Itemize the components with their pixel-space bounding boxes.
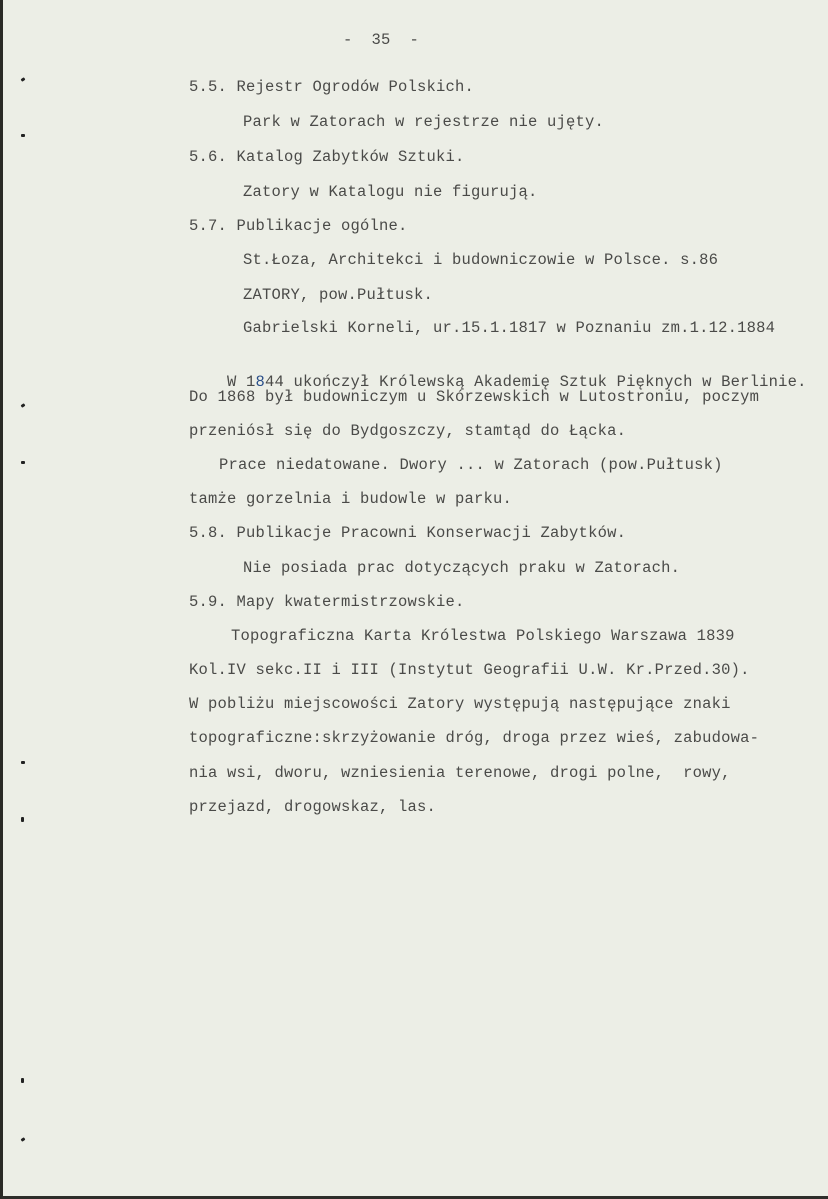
- body-line: topograficzne:skrzyżowanie dróg, droga przez wieś, zabudowa-: [189, 729, 760, 747]
- section-text: Nie posiada prac dotyczących praku w Zatorach.: [243, 559, 681, 577]
- margin-mark: [21, 134, 25, 137]
- body-line: Do 1868 był budowniczym u Skórzewskich w Lutostroniu, poczym: [189, 388, 760, 406]
- section-text: Zatory w Katalogu nie figurują.: [243, 183, 538, 201]
- section-heading-5-5: 5.5. Rejestr Ogrodów Polskich.: [189, 78, 475, 96]
- section-heading-5-9: 5.9. Mapy kwatermistrzowskie.: [189, 593, 465, 611]
- body-line: W pobliżu miejscowości Zatory występują następujące znaki: [189, 695, 731, 713]
- margin-mark: [21, 403, 26, 408]
- citation-line: St.Łoza, Architekci i budowniczowie w Polsce. s.86: [243, 251, 719, 269]
- margin-mark: [21, 761, 25, 764]
- section-heading-5-6: 5.6. Katalog Zabytków Sztuki.: [189, 148, 465, 166]
- margin-mark: [21, 1078, 24, 1083]
- body-line: Topograficzna Karta Królestwa Polskiego Warszawa 1839: [231, 627, 735, 645]
- body-text: W 1: [227, 373, 256, 391]
- body-line: przeniósł się do Bydgoszczy, stamtąd do Łącka.: [189, 422, 627, 440]
- body-line: Prace niedatowane. Dwory ... w Zatorach (pow.Pułtusk): [219, 456, 723, 474]
- body-line: tamże gorzelnia i budowle w parku.: [189, 490, 513, 508]
- section-text: Park w Zatorach w rejestrze nie ujęty.: [243, 113, 605, 131]
- margin-mark: [21, 817, 24, 822]
- page-number: - 35 -: [343, 31, 420, 49]
- body-line: Kol.IV sekc.II i III (Instytut Geografii U.W. Kr.Przed.30).: [189, 661, 750, 679]
- citation-line: Gabrielski Korneli, ur.15.1.1817 w Poznaniu zm.1.12.1884: [243, 319, 776, 337]
- body-text: 44 ukończył Królewską Akademię Sztuk Pięknych w Berlinie.: [265, 373, 807, 391]
- body-line: przejazd, drogowskaz, las.: [189, 798, 437, 816]
- margin-mark: [21, 461, 25, 464]
- section-heading-5-7: 5.7. Publikacje ogólne.: [189, 217, 408, 235]
- margin-mark: [21, 1137, 26, 1142]
- section-heading-5-8: 5.8. Publikacje Pracowni Konserwacji Zabytków.: [189, 524, 627, 542]
- citation-line: ZATORY, pow.Pułtusk.: [243, 286, 434, 304]
- body-line: nia wsi, dworu, wzniesienia terenowe, drogi polne, rowy,: [189, 764, 731, 782]
- handwritten-correction: 8: [255, 373, 266, 391]
- margin-mark: [21, 77, 26, 82]
